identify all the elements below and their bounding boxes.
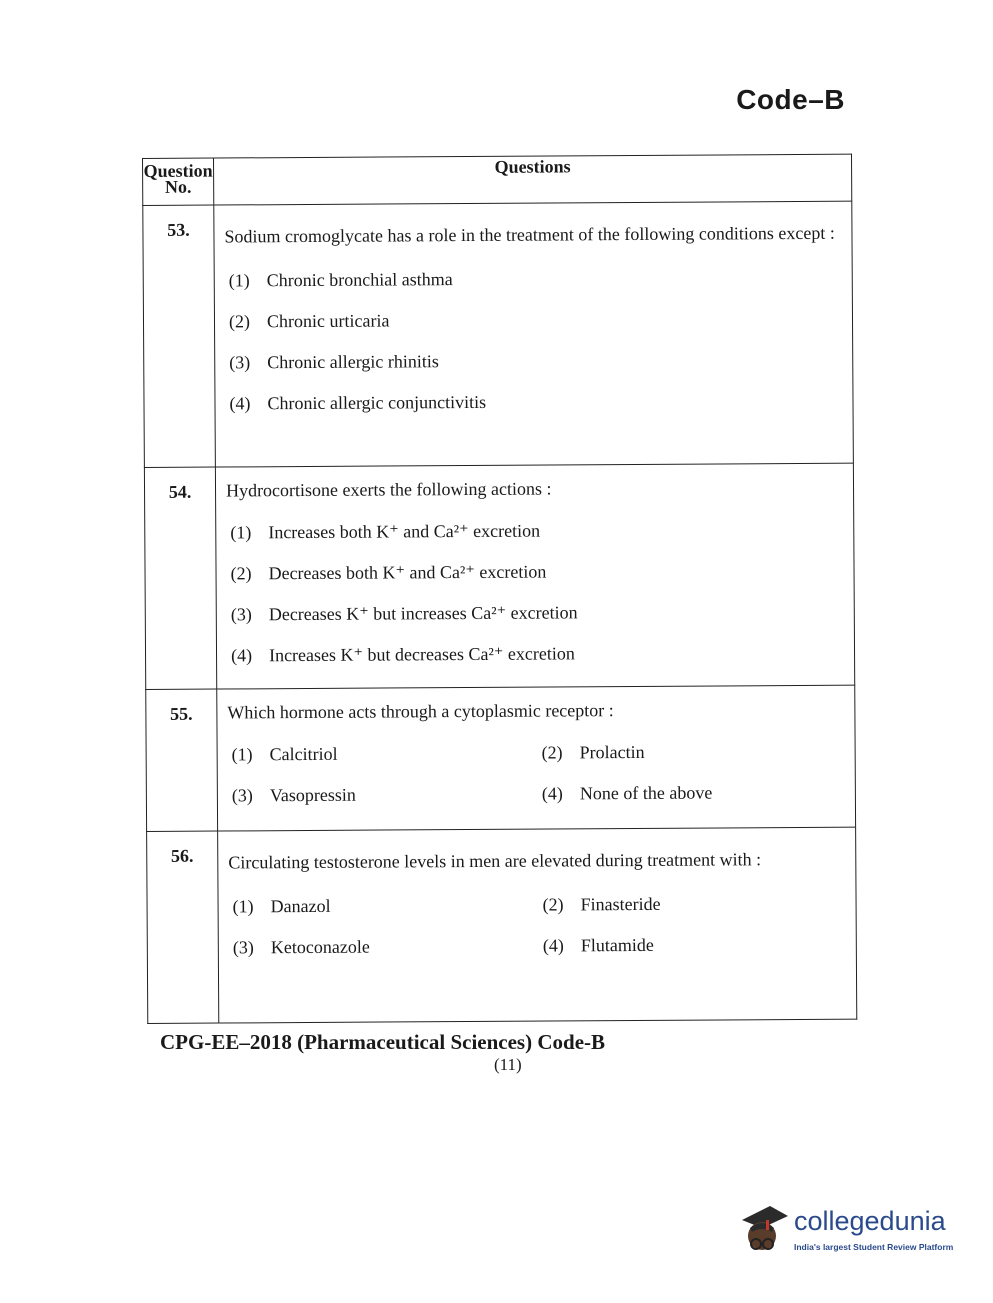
option-number: (2): [541, 742, 563, 763]
option: [542, 740, 842, 764]
option-text: Flutamide: [580, 934, 654, 956]
option-number: (1): [228, 270, 250, 291]
option-number: (1): [230, 522, 252, 543]
question-stem: Hydrocortisone exerts the following actions :: [225, 478, 552, 501]
option-number: (3): [231, 785, 253, 806]
question-no-header-line2: No.: [164, 176, 192, 197]
option-text: Chronic urticaria: [266, 310, 390, 332]
option-text: Decreases both K⁺ and Ca²⁺ excretion: [268, 561, 547, 584]
option: [229, 266, 848, 292]
option: [229, 389, 848, 415]
paper-code: Code–B: [736, 84, 845, 115]
option: [230, 518, 849, 544]
option: [231, 641, 850, 667]
option-number: (4): [230, 645, 253, 666]
brand-tagline: India's largest Student Review Platform: [794, 1242, 954, 1252]
question-number: 53.: [143, 205, 216, 467]
question-row-53: [143, 201, 854, 467]
page-number: (11): [494, 1055, 522, 1074]
option-text: Increases both K⁺ and Ca²⁺ excretion: [268, 520, 541, 543]
option-text: Chronic bronchial asthma: [266, 269, 453, 291]
question-row-54: [144, 463, 854, 689]
option-number: (3): [229, 352, 251, 373]
option-number: (4): [229, 393, 251, 414]
question-body: [218, 827, 857, 1023]
option-text: Danazol: [270, 895, 331, 917]
collegedunia-watermark: [736, 1198, 966, 1262]
question-stem: Circulating testosterone levels in men are elevated during treatment with :: [228, 849, 762, 873]
options-grid: [233, 892, 852, 959]
question-row-55: [146, 685, 856, 831]
question-body: [217, 685, 856, 831]
option: [232, 783, 542, 807]
option-number: (2): [542, 894, 564, 915]
option-text: Chronic allergic conjunctivitis: [267, 391, 487, 414]
table-header-row: [143, 154, 852, 205]
mascot-logo-icon: [736, 1198, 792, 1262]
option-text: Finasteride: [580, 893, 661, 915]
exam-code-footer: CPG-EE–2018 (Pharmaceutical Sciences) Code-B: [160, 1030, 606, 1054]
question-body: [214, 201, 854, 467]
questions-table: [142, 154, 857, 1024]
questions-header: Questions: [214, 154, 852, 205]
question-no-header: [143, 158, 214, 205]
option: [233, 894, 543, 918]
option-number: (3): [230, 604, 252, 625]
option-text: Calcitriol: [269, 743, 338, 765]
question-stem: Sodium cromoglycate has a role in the treatment of the following conditions except :: [224, 222, 835, 247]
question-no-header-line1: Question: [143, 160, 213, 181]
option-text: Ketoconazole: [270, 936, 370, 958]
option-text: None of the above: [579, 782, 713, 804]
option-text: Chronic allergic rhinitis: [267, 351, 439, 373]
option-text: Vasopressin: [269, 784, 356, 806]
option: [232, 742, 542, 766]
option: [233, 935, 543, 959]
option-number: (4): [541, 783, 563, 804]
option-number: (3): [232, 937, 254, 958]
option-number: (2): [230, 563, 252, 584]
brand-name: collegedunia: [794, 1206, 946, 1236]
option: [231, 600, 850, 626]
option-text: Prolactin: [579, 741, 645, 763]
option: [230, 559, 849, 585]
option: [542, 781, 842, 805]
option-number: (4): [542, 935, 564, 956]
option-number: (1): [231, 744, 253, 765]
option: [543, 933, 843, 957]
option: [229, 348, 848, 374]
question-row-56: [147, 827, 857, 1023]
option-number: (1): [232, 896, 254, 917]
option-text: Decreases K⁺ but increases Ca²⁺ excretion: [268, 602, 578, 625]
option-text: Increases K⁺ but decreases Ca²⁺ excretion: [268, 643, 575, 666]
question-stem: Which hormone acts through a cytoplasmic receptor :: [227, 700, 614, 723]
question-number: 54.: [144, 467, 216, 689]
question-number: 55.: [146, 689, 218, 831]
options-grid: [232, 740, 851, 807]
option: [543, 892, 843, 916]
option: [229, 307, 848, 333]
question-number: 56.: [147, 831, 219, 1023]
option-number: (2): [228, 311, 251, 332]
question-body: [215, 463, 854, 689]
